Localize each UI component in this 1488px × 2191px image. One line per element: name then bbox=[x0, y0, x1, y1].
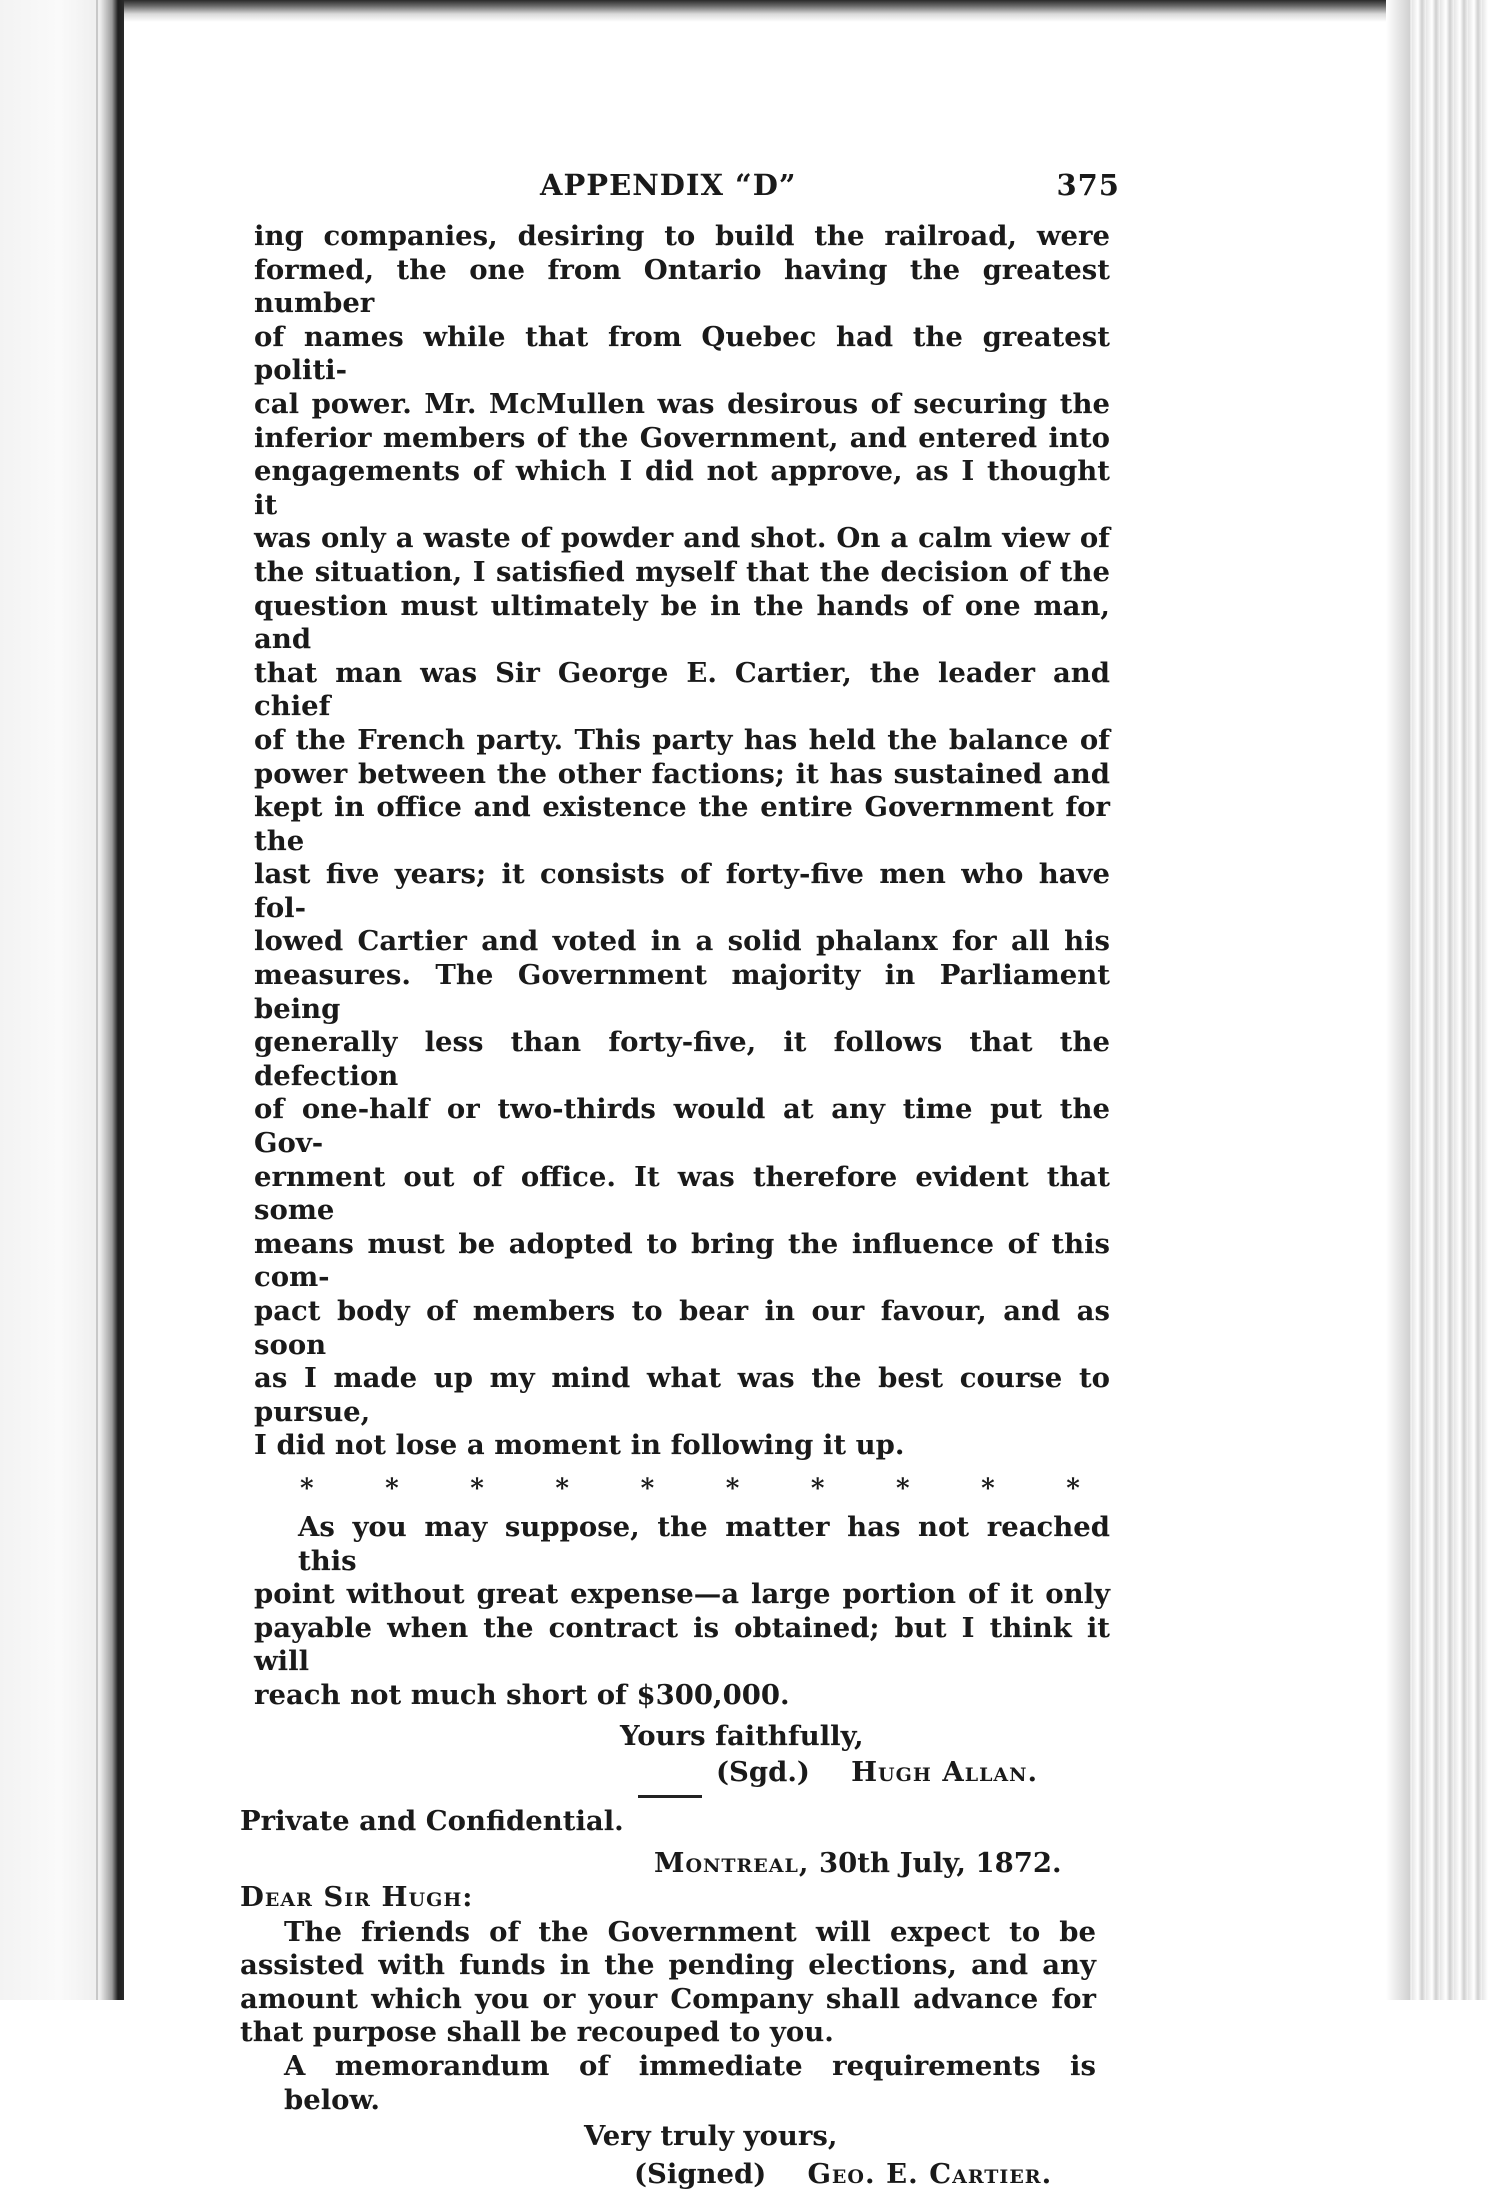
gutter-line bbox=[96, 0, 98, 2000]
text-line: kept in office and existence the entire Government for the bbox=[254, 791, 1110, 857]
star: * bbox=[895, 1473, 910, 1504]
text-line: the situation, I satisfied myself that the decision of the bbox=[254, 555, 1110, 588]
text-line: reach not much short of $300,000. bbox=[254, 1678, 790, 1711]
star: * bbox=[1066, 1473, 1080, 1504]
star: * bbox=[810, 1473, 825, 1504]
text-line: that purpose shall be recouped to you. bbox=[240, 2016, 834, 2049]
text-line: last five years; it consists of forty-five men who have fol- bbox=[254, 858, 1110, 924]
text-line: was only a waste of powder and shot. On a calm view of bbox=[254, 522, 1110, 555]
salutation: Dear Sir Hugh: bbox=[240, 1880, 474, 1913]
signature-line bbox=[240, 1755, 1120, 1789]
memo-line: A memorandum of immediate requirements is below. bbox=[284, 2049, 1096, 2116]
text-line: of the French party. This party has held the balance of bbox=[254, 723, 1110, 756]
letter2-closing bbox=[240, 2119, 1120, 2191]
book-top-edge bbox=[124, 0, 1404, 22]
text-line: As you may suppose, the matter has not reached this bbox=[298, 1510, 1110, 1577]
star: * bbox=[981, 1473, 995, 1504]
star: * bbox=[725, 1473, 740, 1504]
page-number: 375 bbox=[1056, 168, 1120, 202]
letter2-paragraph bbox=[240, 1916, 1096, 2118]
signer-name: Geo. E. Cartier. bbox=[807, 2158, 1053, 2191]
text-line: formed, the one from Ontario having the greatest number bbox=[254, 253, 1110, 320]
text-line: lowed Cartier and voted in a solid phalanx for all his bbox=[254, 925, 1110, 958]
star: * bbox=[300, 1473, 314, 1504]
text-line: means must be adopted to bring the influence of this com- bbox=[254, 1227, 1110, 1294]
section-break-stars bbox=[300, 1471, 1080, 1507]
valediction: Very truly yours, bbox=[584, 2120, 838, 2153]
text-line: ernment out of office. It was therefore evident that some bbox=[254, 1160, 1110, 1227]
signed-label: (Sgd.) bbox=[716, 1755, 810, 1788]
text-line: payable when the contract is obtained; but I think it will bbox=[254, 1611, 1110, 1678]
text-line: amount which you or your Company shall advance for bbox=[240, 1982, 1096, 2015]
text-line: pact body of members to bear in our favour, and as soon bbox=[254, 1295, 1110, 1361]
divider-rule bbox=[638, 1795, 702, 1798]
star: * bbox=[470, 1473, 484, 1504]
page-edge-shadow bbox=[1386, 0, 1410, 2000]
text-line: power between the other factions; it has sustained and bbox=[254, 757, 1110, 790]
text-line: inferior members of the Government, and entered into bbox=[254, 421, 1110, 454]
book-page bbox=[240, 168, 1120, 2191]
letter-heading: Private and Confidential. bbox=[240, 1804, 624, 1837]
letter1-closing bbox=[240, 1719, 1120, 1789]
text-line: point without great expense—a large portion of it only bbox=[254, 1578, 1110, 1611]
place-date bbox=[240, 1846, 1120, 1880]
header-title: APPENDIX “D” bbox=[540, 168, 797, 202]
signer-name: Hugh Allan. bbox=[851, 1755, 1039, 1788]
text-line: question must ultimately be in the hands of one man, and bbox=[254, 589, 1110, 656]
text-line: of one-half or two-thirds would at any time put the Gov- bbox=[254, 1093, 1110, 1160]
text-line: I did not lose a moment in following it up. bbox=[254, 1429, 905, 1462]
signature-line bbox=[240, 2157, 1120, 2191]
text-line: measures. The Government majority in Parliament being bbox=[254, 959, 1110, 1025]
paragraph-2 bbox=[254, 1511, 1110, 1713]
valediction: Yours faithfully, bbox=[620, 1719, 864, 1752]
signed-label: (Signed) bbox=[634, 2158, 767, 2191]
text-line: engagements of which I did not approve, as I thought it bbox=[254, 455, 1110, 521]
star: * bbox=[385, 1473, 399, 1504]
text-line: that man was Sir George E. Cartier, the leader and chief bbox=[254, 656, 1110, 723]
text-line: of names while that from Quebec had the greatest politi- bbox=[254, 320, 1110, 387]
text-line: as I made up my mind what was the best course to pursue, bbox=[254, 1362, 1110, 1428]
book-binding-left bbox=[0, 0, 124, 2000]
date: 30th July, 1872. bbox=[819, 1846, 1062, 1879]
page-edges-right bbox=[1398, 0, 1488, 2000]
letter2 bbox=[240, 1804, 1120, 1914]
text-line: The friends of the Government will expect to be bbox=[284, 1915, 1096, 1948]
star: * bbox=[555, 1473, 570, 1504]
text-line: cal power. Mr. McMullen was desirous of securing the bbox=[254, 387, 1110, 420]
running-header bbox=[240, 168, 1120, 212]
paragraph-1 bbox=[254, 220, 1110, 1463]
star: * bbox=[640, 1473, 655, 1504]
place: Montreal, bbox=[654, 1846, 810, 1879]
text-line: generally less than forty-five, it follows that the defection bbox=[254, 1026, 1110, 1092]
text-line: assisted with funds in the pending elections, and any bbox=[240, 1949, 1096, 1982]
text-line: ing companies, desiring to build the railroad, were bbox=[254, 220, 1110, 252]
